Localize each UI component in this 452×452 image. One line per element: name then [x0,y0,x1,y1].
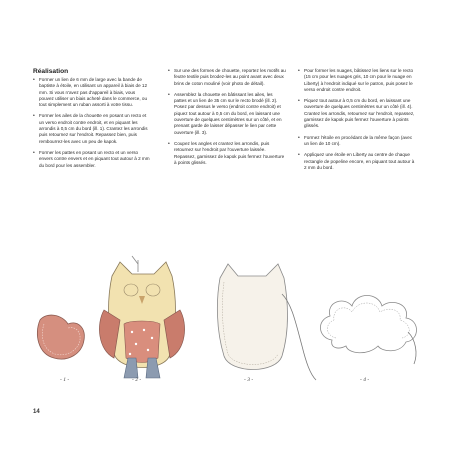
bullet: • [168,91,170,98]
instruction-step [33,77,151,108]
step-text: Former les pattes en posant un recto et un verso envers contre envers et en piquant tout autour à 2 mm du bord pour les assembler. [39,149,150,168]
step-text: Pour former les nuages, bâtissez les liens sur le recto (15 cm pour les nuages gris, 10 cm pour le nuage en Liberty) à l'endroit indiqué sur le patron, puis posez le verso endroit contre endroit. [304,68,414,92]
step-text: Formez l'étoile en procédant de la même façon (avec un lien de 10 cm). [304,134,413,146]
step-text: Appliquez une étoile en Liberty au centre de chaque rectangle de popeline encore, en piquant tout autour à 2 mm du bord. [304,152,415,170]
instruction-step [298,98,416,129]
step-text: Former les ailes de la chouette en posant un recto et un verso endroit contre endroit, et en piquant les arrondis à 0,5 cm du bord (ill. 1). Crantez les arrondis puis retournez sur l'endroit. Repassez bien, puis rembourrez-les avec un peu de kapok. [39,113,148,144]
text-column-1 [33,68,151,174]
step-text: Sur une des formes de chouette, reportez les motifs au feutre textile puis brodez-les au point avant avec deux brins de coton mouliné (voir photo de détail). [174,68,286,86]
instruction-step [298,68,416,93]
step-text: Former un lien de 6 mm de large avec la bande de baptiste à étoile, en utilisant un appareil à biais de 12 mm. Si vous n'avez pas d'appareil à biais, vous pouvez utiliser un biais acheté dans le commerce, ou tout simplement un ruban assorti à votre tissu. [39,77,148,108]
text-column-3 [298,68,416,176]
step-text: Assemblez la chouette en bâtissant les ailes, les pattes et un lien de 35 cm sur le recto brodé (ill. 2). Posez par dessus le verso (endroit contre endroit) et piquez tout autour à 0,5 cm du bord, en laissant une ouverture de quelques centimètres sur un côté, et en prenant garde de laisser dépasser le lien par cette ouverture (ill. 3). [174,91,282,135]
text-column-2 [168,68,286,171]
bullet: • [33,77,35,83]
bullet: • [298,68,300,74]
page-number: 14 [33,409,40,415]
bullet: • [168,68,170,74]
owl-front-illustration [99,256,184,378]
section-heading: Réalisation [33,68,69,75]
instruction-step [33,113,151,144]
sewing-illustrations [20,254,440,394]
step-text: Piquez tout autour à 0,5 cm du bord, en laissant une ouverture de quelques centimètres sur un côté (ill. 4). Crantez les arrondis, retournez sur l'endroit, repassez, garnissez de kapok puis fermez l'ouverture à points glissés. [304,98,415,129]
bullet: • [298,134,300,141]
instruction-step [168,68,286,87]
instruction-step [33,150,151,169]
instruction-step [168,141,286,166]
cloud-illustration [320,296,416,365]
bullet: • [33,149,35,156]
bullet: • [298,152,300,159]
step-text: Coupez les angles et crantez les arrondis, puis retournez sur l'endroit par l'ouverture laissée. Repassez, garnissez de kapok puis fermez l'ouverture à points glissés. [174,140,285,165]
illustrations-svg [20,254,440,394]
figure-label-4: - 4 - [360,377,370,383]
figure-label-1: - 1 - [60,377,70,383]
instruction-step [168,92,286,136]
wing-illustration [37,315,84,359]
bullet: • [168,140,170,147]
figure-label-2: - 2 - [132,377,142,383]
instruction-step [298,135,416,148]
owl-back-illustration [217,264,316,380]
instruction-step [298,152,416,171]
figure-label-3: - 3 - [244,377,254,383]
bullet: • [33,113,35,120]
bullet: • [298,98,300,105]
